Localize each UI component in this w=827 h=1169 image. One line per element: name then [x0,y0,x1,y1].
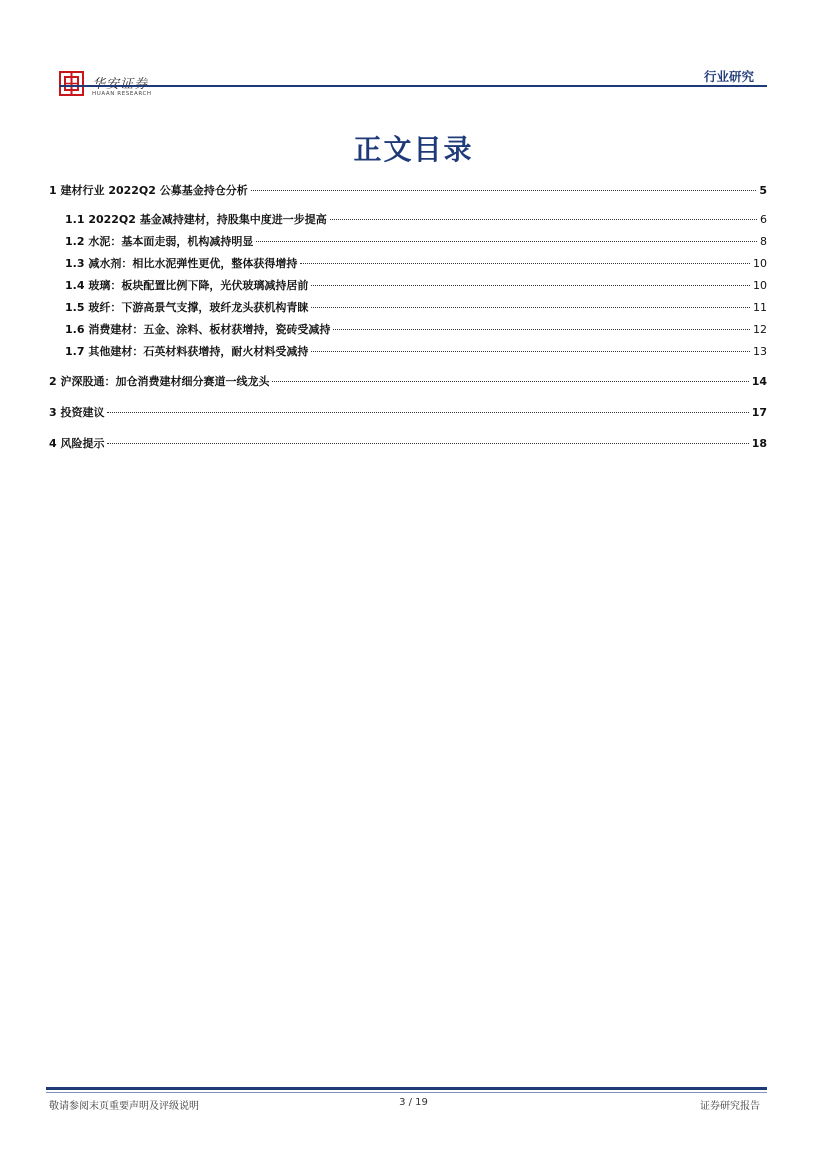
toc-leader-dots [311,307,750,308]
toc-leader-dots [330,219,757,220]
toc-entry[interactable] [49,404,767,422]
toc-entry[interactable] [49,211,767,229]
logo-mark-icon [59,71,84,96]
toc-entry-text: 1.3 减水剂：相比水泥弹性更优，整体获得增持 [65,257,298,270]
toc-leader-dots [333,329,750,330]
page-number: 3 / 19 [399,1097,428,1108]
page-title: 正文目录 [353,133,474,166]
toc-entry-text: 4 风险提示 [49,437,105,450]
footer-disclaimer: 敬请参阅末页重要声明及评级说明 [49,1101,199,1112]
toc-leader-dots [251,190,757,191]
toc-entry-page: 8 [760,235,767,248]
toc-leader-dots [272,381,748,382]
footer-report-type: 证券研究报告 [700,1101,760,1112]
toc-entry-page: 12 [753,323,767,336]
toc-entry[interactable] [49,255,767,273]
toc-leader-dots [311,351,750,352]
header-divider [59,85,767,87]
logo-chinese-name [92,73,148,92]
toc-entry[interactable] [49,182,767,200]
toc-leader-dots [107,412,748,413]
toc-entry-page: 6 [760,213,767,226]
toc-leader-dots [107,443,748,444]
toc-entry[interactable] [49,299,767,317]
toc-entry-text: 1.4 玻璃：板块配置比例下降，光伏玻璃减持居前 [65,279,309,292]
footer-divider [46,1087,767,1090]
toc-entry-page: 5 [759,184,767,197]
toc-entry[interactable] [49,435,767,453]
toc-entry-text: 1.2 水泥：基本面走弱，机构减持明显 [65,235,254,248]
footer-divider-thin [46,1092,767,1093]
toc-entry-text: 1.6 消费建材：五金、涂料、板材获增持，瓷砖受减持 [65,323,331,336]
toc-leader-dots [300,263,750,264]
toc-entry-page: 10 [753,279,767,292]
toc-entry-page: 10 [753,257,767,270]
toc-entry-text: 2 沪深股通：加仓消费建材细分赛道一线龙头 [49,375,270,388]
logo-english-name: HUAAN RESEARCH [92,91,152,97]
toc-entry-text: 3 投资建议 [49,406,105,419]
toc-entry-page: 14 [751,375,767,388]
toc-leader-dots [256,241,757,242]
toc-entry[interactable] [49,343,767,361]
toc-entry-page: 18 [751,437,767,450]
section-label: 行业研究 [703,69,754,84]
toc-entry[interactable] [49,277,767,295]
toc-entry-page: 11 [753,301,767,314]
toc-entry[interactable] [49,233,767,251]
toc-entry-text: 1.5 玻纤：下游高景气支撑，玻纤龙头获机构青睐 [65,301,309,314]
toc-entry-text: 1.7 其他建材：石英材料获增持，耐火材料受减持 [65,345,309,358]
toc-entry-page: 17 [751,406,767,419]
toc-entry-page: 13 [753,345,767,358]
toc-entry-text: 1 建材行业 2022Q2 公募基金持仓分析 [49,184,248,197]
toc-leader-dots [311,285,750,286]
toc-entry-text: 1.1 2022Q2 基金减持建材，持股集中度进一步提高 [65,213,327,226]
toc-entry[interactable] [49,373,767,391]
toc-entry[interactable] [49,321,767,339]
